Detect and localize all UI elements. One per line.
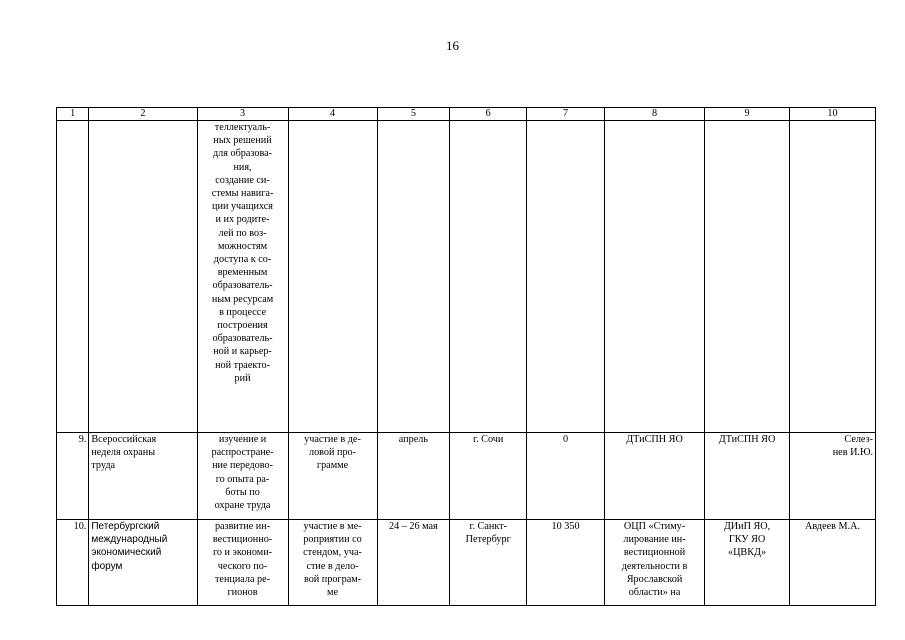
header-cell: 6 — [450, 108, 527, 121]
header-cell: 9 — [705, 108, 790, 121]
responsible-cell: Авдеев М.А. — [790, 520, 876, 606]
header-cell: 3 — [197, 108, 288, 121]
goal-cell: теллектуаль- ных решений для образова- ния, создание си- стемы навига- ции учащихся и их родите- лей по воз- можностям доступа к со- временным образователь- ным ресурсам в процессе построения образователь- ной и карьер- ной траекто- рий — [197, 121, 288, 433]
row-number-cell: 9. — [57, 433, 89, 520]
location-cell: г. Сочи — [450, 433, 527, 520]
date-cell: апрель — [377, 433, 450, 520]
location-cell: г. Санкт- Петербург — [450, 520, 527, 606]
amount-cell: 10 350 — [527, 520, 605, 606]
page-number: 16 — [446, 38, 459, 53]
table-row — [57, 433, 876, 520]
participation-cell: участие в ме- роприятии со стендом, уча- стие в дело- вой програм- ме — [288, 520, 377, 606]
amount-cell — [527, 121, 605, 433]
location-cell — [450, 121, 527, 433]
header-cell: 1 — [57, 108, 89, 121]
date-cell — [377, 121, 450, 433]
responsible-cell — [790, 121, 876, 433]
goal-cell: изучение и распростране- ние передово- го опыта ра- боты по охране труда — [197, 433, 288, 520]
header-cell: 2 — [89, 108, 197, 121]
event-name-cell: Петербургский международный экономический форум — [89, 520, 197, 606]
row-number-cell: 10. — [57, 520, 89, 606]
organizer-cell: ДИиП ЯО, ГКУ ЯО «ЦВКД» — [705, 520, 790, 606]
table-row — [57, 121, 876, 433]
event-name-cell: Всероссийская неделя охраны труда — [89, 433, 197, 520]
funding-source-cell: ДТиСПН ЯО — [604, 433, 704, 520]
goal-cell: развитие ин- вестиционно- го и экономи- ческого по- тенциала ре- гионов — [197, 520, 288, 606]
header-cell: 10 — [790, 108, 876, 121]
date-cell: 24 – 26 мая — [377, 520, 450, 606]
table-header-row — [57, 108, 876, 121]
header-cell: 4 — [288, 108, 377, 121]
funding-source-cell — [604, 121, 704, 433]
organizer-cell: ДТиСПН ЯО — [705, 433, 790, 520]
organizer-cell — [705, 121, 790, 433]
header-cell: 8 — [604, 108, 704, 121]
event-name-cell — [89, 121, 197, 433]
table-row — [57, 520, 876, 606]
row-number-cell — [57, 121, 89, 433]
participation-cell — [288, 121, 377, 433]
funding-source-cell: ОЦП «Стиму- лирование ин- вестиционной деятельности в Ярославской области» на — [604, 520, 704, 606]
header-cell: 5 — [377, 108, 450, 121]
participation-cell: участие в де- ловой про- грамме — [288, 433, 377, 520]
events-table — [56, 107, 876, 606]
amount-cell: 0 — [527, 433, 605, 520]
responsible-cell: Селез- нев И.Ю. — [790, 433, 876, 520]
header-cell: 7 — [527, 108, 605, 121]
